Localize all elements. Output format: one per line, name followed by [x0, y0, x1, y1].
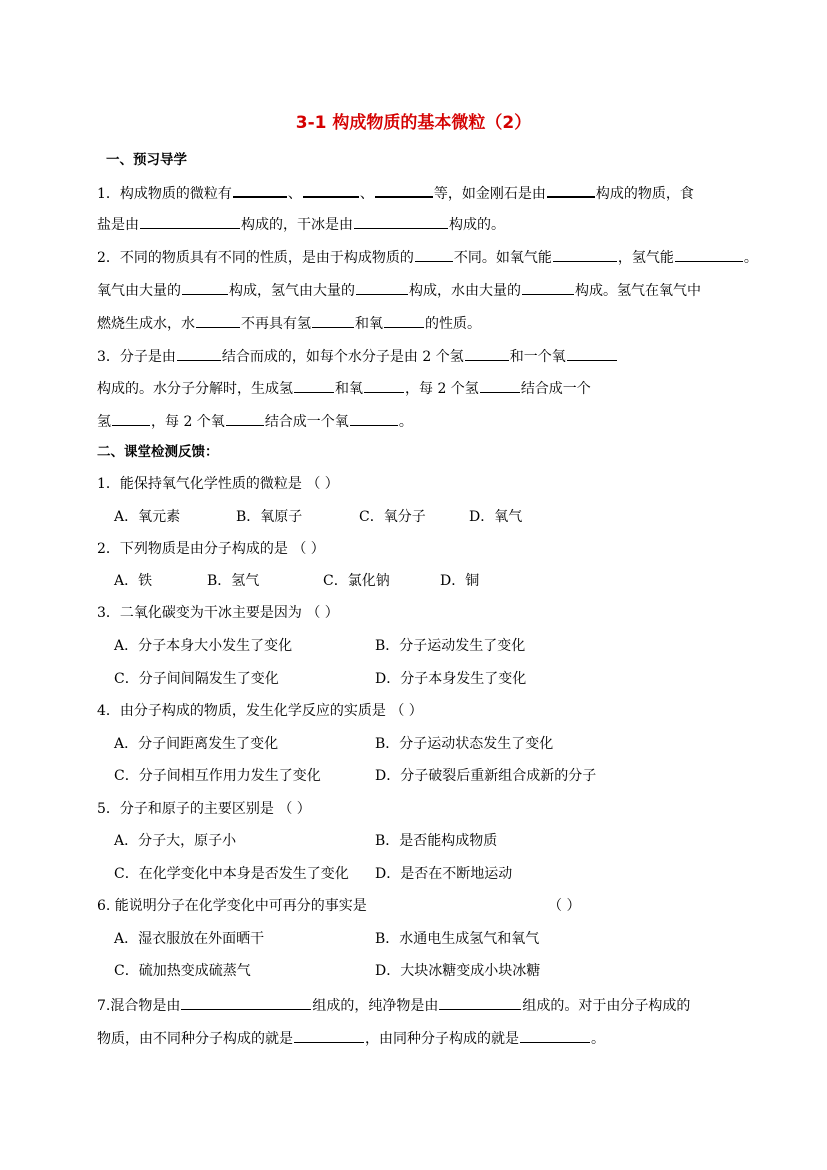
- blank[interactable]: [196, 312, 240, 328]
- blank[interactable]: [140, 213, 240, 229]
- blank[interactable]: [384, 312, 424, 328]
- option-b[interactable]: B．分子运动状态发生了变化: [375, 736, 554, 752]
- option-b[interactable]: B．氢气: [207, 573, 260, 589]
- option-d[interactable]: D．大块冰糖变成小块冰糖: [375, 963, 541, 979]
- blank[interactable]: [364, 377, 404, 393]
- option-a[interactable]: A．分子大，原子小: [114, 833, 237, 849]
- blank[interactable]: [375, 181, 433, 198]
- mc-question-5: 5．分子和原子的主要区别是 （ ）: [97, 801, 311, 817]
- mc-question-4: 4．由分子构成的物质，发生化学反应的实质是 （ ）: [97, 703, 423, 719]
- section2-heading: 二、课堂检测反馈：: [97, 444, 219, 460]
- blank[interactable]: [439, 994, 521, 1010]
- option-a[interactable]: A．湿衣服放在外面晒干: [114, 931, 265, 947]
- blank[interactable]: [522, 279, 574, 295]
- blank[interactable]: [547, 181, 595, 198]
- section1-heading: 一、预习导学: [106, 152, 187, 168]
- question-1-line-2: 盐是由 构成的，干冰是由 构成的。: [97, 213, 505, 233]
- option-a[interactable]: A．铁: [114, 573, 153, 589]
- option-c[interactable]: C．分子间间隔发生了变化: [114, 671, 279, 687]
- mc-question-2: 2．下列物质是由分子构成的是 （ ）: [97, 541, 325, 557]
- option-c[interactable]: C．在化学变化中本身是否发生了变化: [114, 866, 349, 882]
- option-b[interactable]: B．分子运动发生了变化: [375, 638, 526, 654]
- option-c[interactable]: C．分子间相互作用力发生了变化: [114, 768, 321, 784]
- question-3-line-2: 构成的。水分子分解时，生成氢 和氧 ，每 2 个氢 结合成一个: [97, 377, 591, 397]
- blank[interactable]: [567, 345, 617, 361]
- question-3-line-1: 3．分子是由 结合而成的，如每个水分子是由 2 个氢 和一个氧: [97, 345, 618, 365]
- blank[interactable]: [181, 994, 311, 1010]
- question-7-line-2: 物质，由不同种分子构成的就是 ，由同种分子构成的就是 。: [97, 1027, 605, 1047]
- blank[interactable]: [465, 345, 509, 361]
- blank[interactable]: [294, 1027, 364, 1043]
- blank[interactable]: [182, 279, 228, 295]
- option-c[interactable]: C．硫加热变成硫蒸气: [114, 963, 251, 979]
- blank[interactable]: [480, 377, 520, 393]
- option-c[interactable]: C．氯化钠: [323, 573, 390, 589]
- answer-paren: （ ）: [548, 898, 581, 914]
- mc-question-1: 1．能保持氧气化学性质的微粒是 （ ）: [97, 476, 339, 492]
- blank[interactable]: [303, 181, 359, 198]
- question-2-line-3: 燃烧生成水，水 不再具有氢 和氧 的性质。: [97, 312, 481, 332]
- option-d[interactable]: D．分子本身发生了变化: [375, 671, 527, 687]
- option-d[interactable]: D．氧气: [469, 509, 523, 525]
- blank[interactable]: [415, 246, 453, 262]
- blank[interactable]: [112, 410, 150, 426]
- option-a[interactable]: A．分子间距离发生了变化: [114, 736, 279, 752]
- blank[interactable]: [356, 279, 408, 295]
- question-2-line-1: 2．不同的物质具有不同的性质，是由于构成物质的 不同。如氧气能 ，氢气能 。: [97, 246, 758, 266]
- blank[interactable]: [350, 410, 398, 426]
- option-a[interactable]: A．分子本身大小发生了变化: [114, 638, 293, 654]
- blank[interactable]: [675, 246, 743, 262]
- option-c[interactable]: C．氧分子: [359, 509, 426, 525]
- blank[interactable]: [226, 410, 264, 426]
- mc-question-6: 6. 能说明分子在化学变化中可再分的事实是: [97, 898, 367, 914]
- option-d[interactable]: D．分子破裂后重新组合成新的分子: [375, 768, 597, 784]
- blank[interactable]: [177, 345, 221, 361]
- question-7-line-1: 7.混合物是由 组成的，纯净物是由 组成的。对于由分子构成的: [97, 994, 690, 1014]
- blank[interactable]: [553, 246, 617, 262]
- option-b[interactable]: B．氧原子: [236, 509, 303, 525]
- blank[interactable]: [354, 213, 448, 229]
- page-title: 3-1 构成物质的基本微粒（2）: [295, 113, 532, 133]
- blank[interactable]: [233, 181, 287, 198]
- option-d[interactable]: D．是否在不断地运动: [375, 866, 513, 882]
- blank[interactable]: [520, 1027, 590, 1043]
- option-a[interactable]: A．氧元素: [114, 509, 181, 525]
- question-1-line-1: 1．构成物质的微粒有 、 、 等，如金刚石是由 构成的物质，食: [97, 181, 694, 201]
- blank[interactable]: [294, 377, 334, 393]
- blank[interactable]: [312, 312, 354, 328]
- question-3-line-3: 氢 ，每 2 个氧 结合成一个氧 。: [97, 410, 413, 430]
- mc-question-3: 3．二氧化碳变为干冰主要是因为 （ ）: [97, 605, 339, 621]
- option-b[interactable]: B．水通电生成氢气和氧气: [375, 931, 540, 947]
- option-b[interactable]: B．是否能构成物质: [375, 833, 498, 849]
- option-d[interactable]: D．铜: [440, 573, 480, 589]
- question-2-line-2: 氧气由大量的 构成，氢气由大量的 构成，水由大量的 构成。氢气在氧气中: [97, 279, 701, 299]
